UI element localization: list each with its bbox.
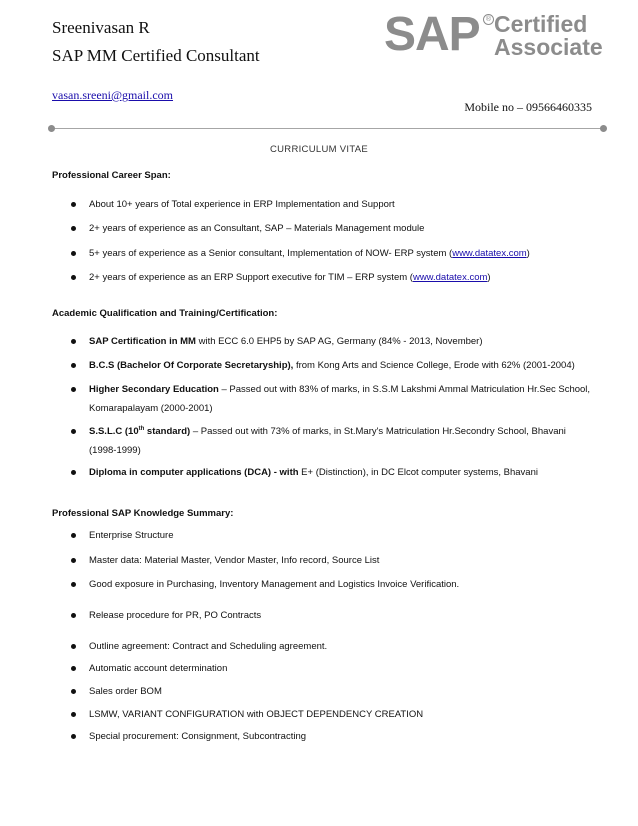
document-title: CURRICULUM VITAE (269, 144, 369, 155)
list-item: Sales order BOM (89, 682, 609, 701)
list-item: 2+ years of experience as an ERP Support executive for TIM – ERP system (www.datatex.com) (89, 268, 609, 287)
list-item: Enterprise Structure (89, 526, 609, 545)
list-item: SAP Certification in MM with ECC 6.0 EHP5 by SAP AG, Germany (84% - 2013, November) (89, 332, 609, 351)
knowledge-heading: Professional SAP Knowledge Summary: (52, 508, 234, 519)
list-item: About 10+ years of Total experience in ERP Implementation and Support (89, 195, 609, 214)
header-divider (52, 128, 604, 129)
logo-associate-text: Associate (494, 34, 603, 60)
candidate-name: Sreenivasan R (52, 18, 150, 37)
list-item: LSMW, VARIANT CONFIGURATION with OBJECT DEPENDENCY CREATION (89, 705, 609, 724)
list-item: Release procedure for PR, PO Contracts (89, 606, 609, 625)
list-item: S.S.L.C (10th standard) – Passed out with 73% of marks, in St.Mary's Matriculation Hr.Secondry School, Bhavani (1998-1999) (89, 422, 609, 460)
divider-dot-left (48, 125, 55, 132)
career-heading: Professional Career Span: (52, 170, 171, 181)
list-item: 5+ years of experience as a Senior consultant, Implementation of NOW- ERP system (www.datatex.com) (89, 244, 609, 263)
list-item: Master data: Material Master, Vendor Master, Info record, Source List (89, 551, 609, 570)
logo-certified-text: Certified (494, 11, 588, 37)
list-item: B.C.S (Bachelor Of Corporate Secretaryship), from Kong Arts and Science College, Erode with 62% (2001-2004) (89, 356, 609, 375)
registered-mark-icon: ® (483, 14, 494, 25)
datatex-link[interactable]: www.datatex.com (452, 248, 527, 259)
datatex-link[interactable]: www.datatex.com (412, 272, 488, 283)
list-item: Outline agreement: Contract and Scheduling agreement. (89, 637, 609, 656)
mobile-number: Mobile no – 09566460335 (464, 100, 592, 114)
list-item: Diploma in computer applications (DCA) - with E+ (Distinction), in DC Elcot computer systems, Bhavani (89, 463, 609, 482)
logo-brand: SAP (384, 8, 480, 61)
divider-dot-right (600, 125, 607, 132)
sap-certified-logo (384, 8, 603, 62)
academic-heading: Academic Qualification and Training/Certification: (52, 308, 278, 319)
list-item: Higher Secondary Education – Passed out with 83% of marks, in S.S.M Lakshmi Ammal Matriculation Hr.Sec School, Komarapalayam (2000-2001) (89, 380, 609, 418)
list-item: 2+ years of experience as an Consultant, SAP – Materials Management module (89, 219, 609, 238)
email-link[interactable]: vasan.sreeni@gmail.com (52, 88, 174, 102)
candidate-title: SAP MM Certified Consultant (52, 46, 260, 65)
list-item: Good exposure in Purchasing, Inventory Management and Logistics Invoice Verification. (89, 575, 609, 594)
list-item: Automatic account determination (89, 659, 609, 678)
list-item: Special procurement: Consignment, Subcontracting (89, 727, 609, 746)
